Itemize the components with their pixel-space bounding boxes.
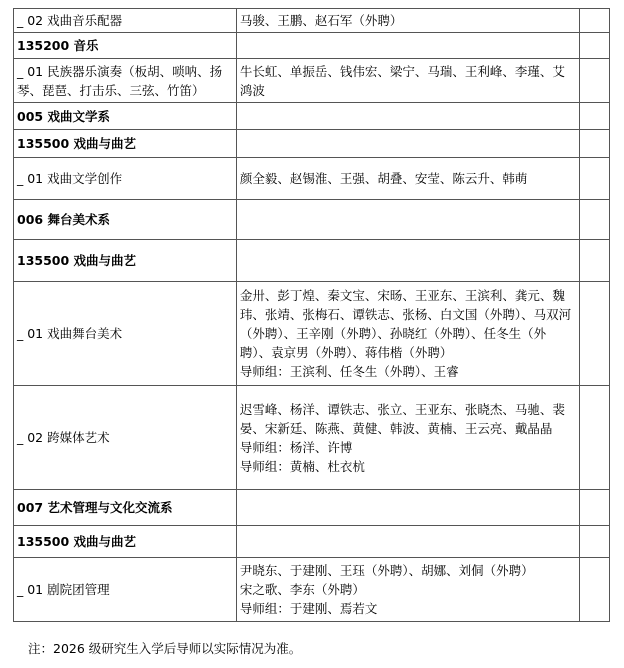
empty-cell: [579, 158, 609, 200]
advisor-line: 导师组：杨洋、许博: [239, 439, 353, 455]
empty-cell: [579, 558, 609, 622]
advisors-cell: [236, 240, 579, 282]
empty-cell: [579, 200, 609, 240]
advisors-cell: [236, 130, 579, 158]
advisors-cell: [236, 490, 579, 526]
advisors-cell: [236, 558, 579, 622]
advisors-cell: [236, 9, 579, 33]
advisor-line: 导师组：黄楠、杜衣杭: [239, 458, 365, 474]
advisor-table-container: [13, 8, 610, 622]
section-heading-cell: 007 艺术管理与文化交流系: [14, 490, 237, 526]
table-row: [14, 240, 610, 282]
table-row: [14, 490, 610, 526]
table-row: [14, 282, 610, 386]
advisor-line: 颜全毅、赵锡淮、王强、胡叠、安莹、陈云升、韩萌: [239, 171, 528, 186]
direction-name-cell: _ 02 跨媒体艺术: [14, 386, 237, 490]
advisors-cell: [236, 526, 579, 558]
empty-cell: [579, 282, 609, 386]
advisor-line: 牛长虹、单振岳、钱伟宏、梁宁、马瑞、王利峰、李瑾、艾鸿波: [239, 63, 565, 98]
advisors-cell: [236, 158, 579, 200]
table-row: [14, 158, 610, 200]
footnote: 注：2026 级研究生入学后导师以实际情况为准。: [28, 641, 302, 656]
table-row: [14, 200, 610, 240]
advisors-cell: [236, 59, 579, 103]
advisors-cell: [236, 386, 579, 490]
table-row: [14, 103, 610, 130]
advisor-line: 导师组：王滨利、任冬生（外聘）、王睿: [239, 364, 459, 379]
section-heading-cell: 135500 戏曲与曲艺: [14, 240, 237, 282]
section-heading-cell: 135200 音乐: [14, 33, 237, 59]
advisor-line: 宋之歌、李东（外聘）: [239, 582, 365, 597]
advisor-line: 导师组：于建刚、焉若文: [239, 601, 378, 616]
table-row: [14, 526, 610, 558]
empty-cell: [579, 130, 609, 158]
table-row: [14, 59, 610, 103]
advisor-line: 尹晓东、于建刚、王珏（外聘）、胡娜、刘侗（外聘）: [239, 563, 534, 578]
empty-cell: [579, 33, 609, 59]
direction-name-cell: _ 01 剧院团管理: [14, 558, 237, 622]
empty-cell: [579, 103, 609, 130]
advisors-cell: [236, 200, 579, 240]
advisor-table-body: [14, 9, 610, 622]
section-heading-cell: 135500 戏曲与曲艺: [14, 130, 237, 158]
empty-cell: [579, 9, 609, 33]
empty-cell: [579, 526, 609, 558]
section-heading-cell: 005 戏曲文学系: [14, 103, 237, 130]
advisors-cell: [236, 282, 579, 386]
table-row: [14, 558, 610, 622]
advisors-cell: [236, 103, 579, 130]
direction-name-cell: _ 01 民族器乐演奏（板胡、唢呐、扬琴、琵琶、打击乐、三弦、竹笛）: [14, 59, 237, 103]
table-row: [14, 9, 610, 33]
table-row: [14, 386, 610, 490]
advisor-line: 金卅、彭丁煌、秦文宝、宋旸、王亚东、王滨利、龚元、魏玮、张靖、张梅石、谭铁志、张杨、白文国（外聘）、马双河（外聘）、王辛刚（外聘）、孙晓红（外聘）、任冬生（外聘）、袁京男（外聘）、蒋伟楷（外聘）: [239, 288, 572, 360]
direction-name-cell: _ 01 戏曲文学创作: [14, 158, 237, 200]
empty-cell: [579, 490, 609, 526]
advisor-line: 马骏、王鹏、赵石军（外聘）: [239, 13, 403, 28]
empty-cell: [579, 386, 609, 490]
empty-cell: [579, 59, 609, 103]
advisor-line: 迟雪峰、杨洋、谭铁志、张立、王亚东、张晓杰、马驰、裴晏、宋新廷、陈燕、黄健、韩波、黄楠、王云亮、戴晶晶: [239, 401, 565, 436]
advisors-cell: [236, 33, 579, 59]
section-heading-cell: 006 舞台美术系: [14, 200, 237, 240]
direction-name-cell: _ 02 戏曲音乐配器: [14, 9, 237, 33]
empty-cell: [579, 240, 609, 282]
table-row: [14, 130, 610, 158]
section-heading-cell: 135500 戏曲与曲艺: [14, 526, 237, 558]
advisor-table: [13, 8, 610, 622]
direction-name-cell: _ 01 戏曲舞台美术: [14, 282, 237, 386]
table-row: [14, 33, 610, 59]
